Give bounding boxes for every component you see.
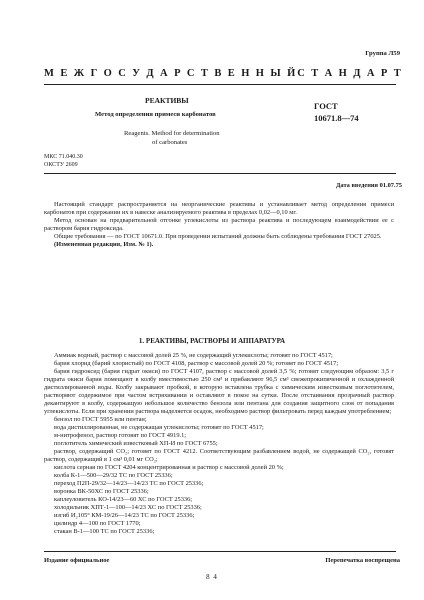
okstu-code: ОКСТУ 2609: [44, 162, 78, 168]
mks-code: МКС 71.040.30: [44, 154, 83, 160]
header-divider: [44, 173, 396, 174]
list-item: воронка ВК-50ХС по ГОСТ 25336;: [54, 488, 149, 495]
title-reagents: РЕАКТИВЫ: [145, 96, 189, 105]
intro-date-value: 01.07.75: [379, 182, 402, 189]
standard-title-right: С Т А Н Д А Р Т: [297, 68, 403, 79]
list-item: раствор, содержащий CO₂; готовят по ГОСТ 4212. Соответствующим разбавлением водой, не содержащей CO₂, готовят раствор, содержащий в 1 см³ 0,01 мг CO₂;: [44, 448, 394, 463]
list-item: бензол по ГОСТ 5955 или пентан;: [54, 416, 147, 423]
footer-reprint-prohibited: Перепечатка воспрещена: [325, 557, 400, 564]
intro-date: [336, 182, 402, 189]
list-item: каплеуловитель КО-14/23—60 ХС по ГОСТ 25336;: [54, 496, 193, 503]
paragraph-general: Общие требования — по ГОСТ 10671.0. При проведении испытаний должны быть соблюдены требования ГОСТ 27025.: [54, 233, 382, 240]
gost-designation: [314, 100, 359, 124]
paragraph-scope: Настоящий стандарт распространяется на неорганические реактивы и устанавливает метод определения примеси карбонатов при содержании их в навеске анализируемого реактива в пределах 0,02—0,10 мг.: [44, 201, 394, 216]
reagent-list: [44, 352, 394, 536]
intro-paragraphs: [44, 201, 394, 249]
list-item: поглотитель химический известковый ХП-И по ГОСТ 6755;: [54, 440, 218, 447]
page-number: 8 4: [206, 573, 218, 581]
group-label: Группа Л59: [365, 50, 400, 57]
list-item: цилиндр 4—100 по ГОСТ 1770;: [54, 520, 141, 527]
classification-codes: [44, 153, 83, 169]
title-method-ru: Метод определения примеси карбонатов: [95, 111, 216, 118]
list-item: переход П2П-29/32—14/23—14/23 ТС по ГОСТ 25336;: [54, 480, 204, 487]
intro-date-label: Дата введения: [336, 182, 379, 189]
gost-number: 10671.8—74: [314, 113, 359, 123]
list-item: колба К-1—500—29/32 ТС по ГОСТ 25336;: [54, 472, 173, 479]
top-divider: [44, 84, 396, 85]
footer-official-edition: Издание официальное: [44, 557, 110, 564]
section-heading: 1. РЕАКТИВЫ, РАСТВОРЫ И АППАРАТУРА: [138, 337, 286, 345]
list-item: бария хлорид (барий хлористый) по ГОСТ 4108, раствор с массовой долей 20 %; готовят по ГОСТ 4517;: [54, 360, 339, 367]
list-item: м-нитрофенол, раствор готовят по ГОСТ 4919.1;: [54, 432, 187, 439]
title-method-en-2: of carbonates: [152, 139, 188, 146]
list-item: Аммиак водный, раствор с массовой долей 25 %, не содержащий углекислоты; готовят по ГОСТ 4517;: [54, 352, 333, 359]
list-item: кислота серная по ГОСТ 4204 концентрированная и раствор с массовой долей 20 %;: [54, 464, 284, 471]
standard-title-left: М Е Ж Г О С У Д А Р С Т В Е Н Н Ы Й: [44, 68, 298, 79]
footer-divider: [44, 551, 396, 552]
standard-title: [44, 68, 403, 79]
list-item: холодильник ХПТ-1—100—14/23 ХС по ГОСТ 25336;: [54, 504, 202, 511]
title-method-en-1: Reagents. Method for determination: [124, 130, 220, 137]
paragraph-amendment: (Измененная редакция, Изм. № 1).: [54, 241, 154, 248]
list-item: стакан В-1—100 ТС по ГОСТ 25336;: [54, 528, 155, 535]
list-item: бария гидроксид (бария гидрат окиси) по ГОСТ 4107, раствор с массовой долей 3,5 %; готовят следующим образом: 3,5 г гидрата окиси бария помещают в колбу вместимостью 250 см³ и прибавляют 96,5 см³ свежепрокипяченной и охлажденной дистиллированной воды. Колбу закрывают пробкой, в которую вставлена трубка с химическим известковым поглотителем, растворяют содержимое при частом встряхивании и оставляют в покое на сутки. После отстаивания прозрачный раствор декантируют в колбу, содержащую небольшое количество бензола или пентана для создания защитного слоя от попадания углекислоты. Если при хранении раствора выделяется осадок, необходимо раствор фильтровать перед каждым употреблением;: [44, 368, 394, 415]
paragraph-principle: Метод основан на предварительной отгонке углекислоты из раствора реактива и последующем взаимодействии ее с раствором бария гидроксида.: [44, 217, 394, 232]
gost-label: ГОСТ: [314, 101, 338, 111]
list-item: вода дистиллированная, не содержащая углекислоты; готовят по ГОСТ 4517;: [54, 424, 264, 431]
list-item: изгиб И₂105° КМ-19/26—14/23 ТС по ГОСТ 25336;: [54, 512, 195, 519]
